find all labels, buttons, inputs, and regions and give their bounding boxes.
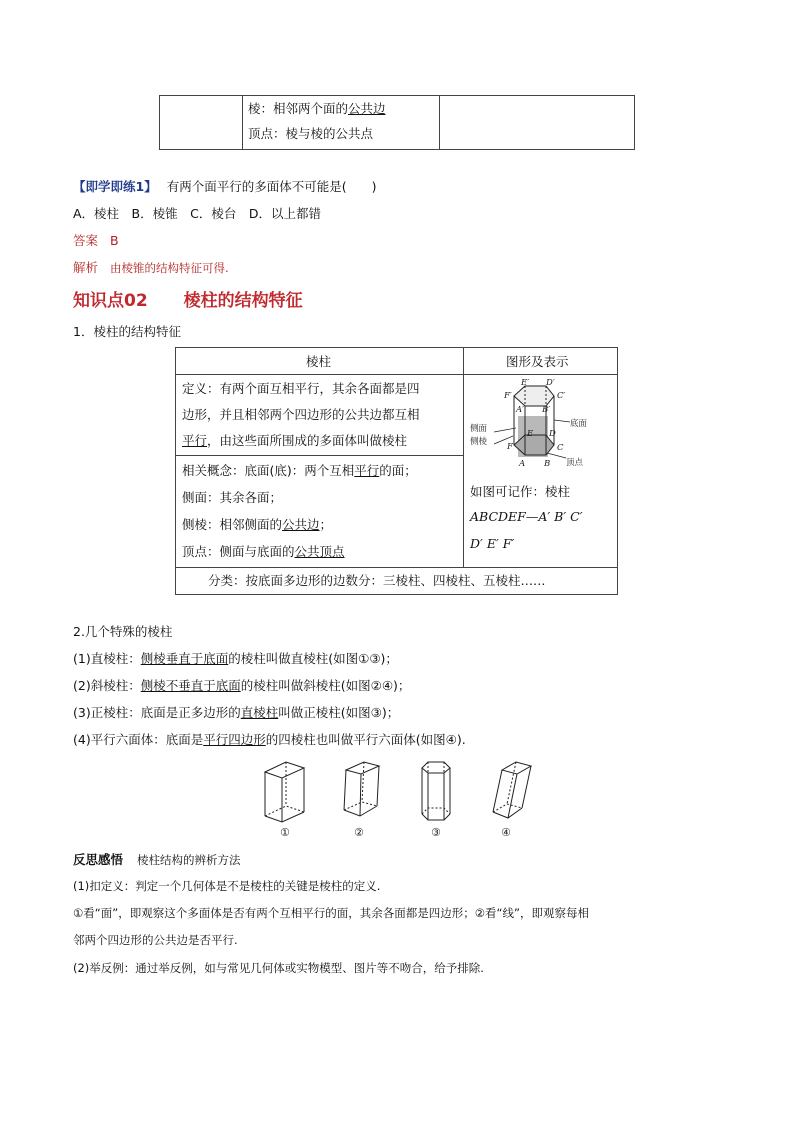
exercise-options: A．棱柱 B．棱锥 C．棱台 D．以上都错 [73,206,321,221]
label-A1: A′ [516,405,525,415]
sp1-a: (1)直棱柱： [73,651,141,666]
classification: 分类：按底面多边形的边数分：三棱柱、四棱柱、五棱柱…… [208,573,546,588]
label-E: E [527,429,534,439]
notation-line-2: ABCDEF—A′ B′ C′ [470,509,583,524]
label-D1: D′ [546,378,555,388]
special-prism-2 [73,676,410,694]
subsection-1-title: 1．棱柱的结构特征 [73,324,181,339]
vertex-definition: 顶点：棱与棱的公共点 [248,126,374,141]
label-side-face: 侧面 [470,424,488,434]
sp2-a: (2)斜棱柱： [73,678,141,693]
definition-line-3-text: ，由这些面所围成的多面体叫做棱柱 [207,433,408,448]
concept-side-edge [182,515,332,533]
reflection-p2: ①看“面”，即观察这个多面体是否有两个互相平行的面，其余各面都是四边形；②看“线”，即观察每相 [73,906,589,920]
label-C1: C′ [557,391,566,401]
table-header-right: 图形及表示 [506,354,569,369]
table-header-left: 棱柱 [306,354,332,369]
concept-vertex [182,542,345,560]
exercise-answer [73,231,119,249]
reflection-p1: (1)扣定义：判定一个几何体是不是棱柱的关键是棱柱的定义. [73,879,381,893]
special-prism-1 [73,649,398,667]
subsection-2-title: 2.几个特殊的棱柱 [73,624,173,639]
sp4-b: 的四棱柱也叫做平行六面体(如图④). [265,732,466,747]
label-B1: B′ [542,405,551,415]
exercise-question-text: 有两个面平行的多面体不可能是( ) [166,179,377,194]
concept-vertex-u: 公共顶点 [294,544,345,559]
definition-line-2: 边形，并且相邻两个四边形的公共边都互相 [182,407,420,422]
analysis-label: 解析 [73,260,99,275]
sp2-u: 侧棱不垂直于底面 [140,678,241,693]
label-B: B [544,459,551,469]
definition-underline: 平行 [182,433,208,448]
exercise-question [73,177,376,195]
sp3-b: 叫做正棱柱(如图③)； [278,705,400,720]
concept-base-b: 的面； [379,463,417,478]
special-prisms-figure [258,758,548,842]
top-table-cell-empty [160,96,243,149]
label-E1: E′ [521,378,530,388]
notation-line-3: D′ E′ F′ [470,536,515,551]
figure-label-2: ② [354,826,364,839]
label-base: 底面 [570,419,588,429]
definition-line-3 [182,431,407,449]
prism-table [175,347,618,595]
concept-side-face: 侧面：其余各面； [182,490,283,505]
edge-definition-underline: 公共边 [348,101,386,116]
label-C: C [557,443,564,453]
figure-label-1: ① [280,826,290,839]
label-side-edge: 侧棱 [470,437,488,447]
top-table [159,95,635,150]
reflection-p4: (2)举反例：通过举反例，如与常见几何体或实物模型、图片等不吻合，给予排除. [73,961,484,975]
label-F: F [507,442,513,452]
sp3-a: (3)正棱柱：底面是正多边形的 [73,705,241,720]
sp2-b: 的棱柱叫做斜棱柱(如图②④)； [240,678,411,693]
concept-side-edge-a: 侧棱：相邻侧面的 [182,517,283,532]
definition-line-1: 定义：有两个面互相平行，其余各面都是四 [182,381,420,396]
sp1-u: 侧棱垂直于底面 [140,651,229,666]
hexagonal-prism-figure [466,378,616,474]
answer-value: B [110,233,119,248]
edge-definition [248,99,386,117]
exercise-tag: 【即学即练1】 [73,179,157,194]
concept-base [182,461,417,479]
concept-vertex-a: 顶点：侧面与底面的 [182,544,295,559]
concept-base-u: 平行 [354,463,380,478]
edge-definition-text: 棱：相邻两个面的 [248,101,349,116]
concept-side-edge-b: ； [319,517,333,532]
special-prism-3 [73,703,399,721]
top-table-cell-content [243,96,440,149]
label-F1: F′ [504,391,512,401]
section-number: 知识点02 [73,291,148,311]
reflection-title: 棱柱结构的辨析方法 [137,853,241,867]
figure-label-4: ④ [501,826,511,839]
figure-label-3: ③ [431,826,441,839]
concept-side-edge-u: 公共边 [282,517,320,532]
sp1-b: 的棱柱叫做直棱柱(如图①③)； [228,651,398,666]
answer-label: 答案 [73,233,99,248]
sp4-u: 平行四边形 [203,732,266,747]
section-heading [73,286,303,311]
reflection-heading [73,850,241,868]
sp3-u: 直棱柱 [240,705,279,720]
concept-base-a: 相关概念：底面(底)：两个互相 [182,463,355,478]
label-A: A [519,459,526,469]
exercise-analysis [73,258,229,276]
notation-line-1: 如图可记作：棱柱 [470,484,571,499]
label-D: D [549,429,556,439]
reflection-p3: 邻两个四边形的公共边是否平行. [73,933,238,947]
label-vertex: 顶点 [566,458,584,468]
reflection-label: 反思感悟 [73,852,124,867]
section-title: 棱柱的结构特征 [183,291,303,311]
analysis-text: 由棱锥的结构特征可得. [110,261,229,275]
sp4-a: (4)平行六面体：底面是 [73,732,204,747]
special-prism-4 [73,730,466,748]
